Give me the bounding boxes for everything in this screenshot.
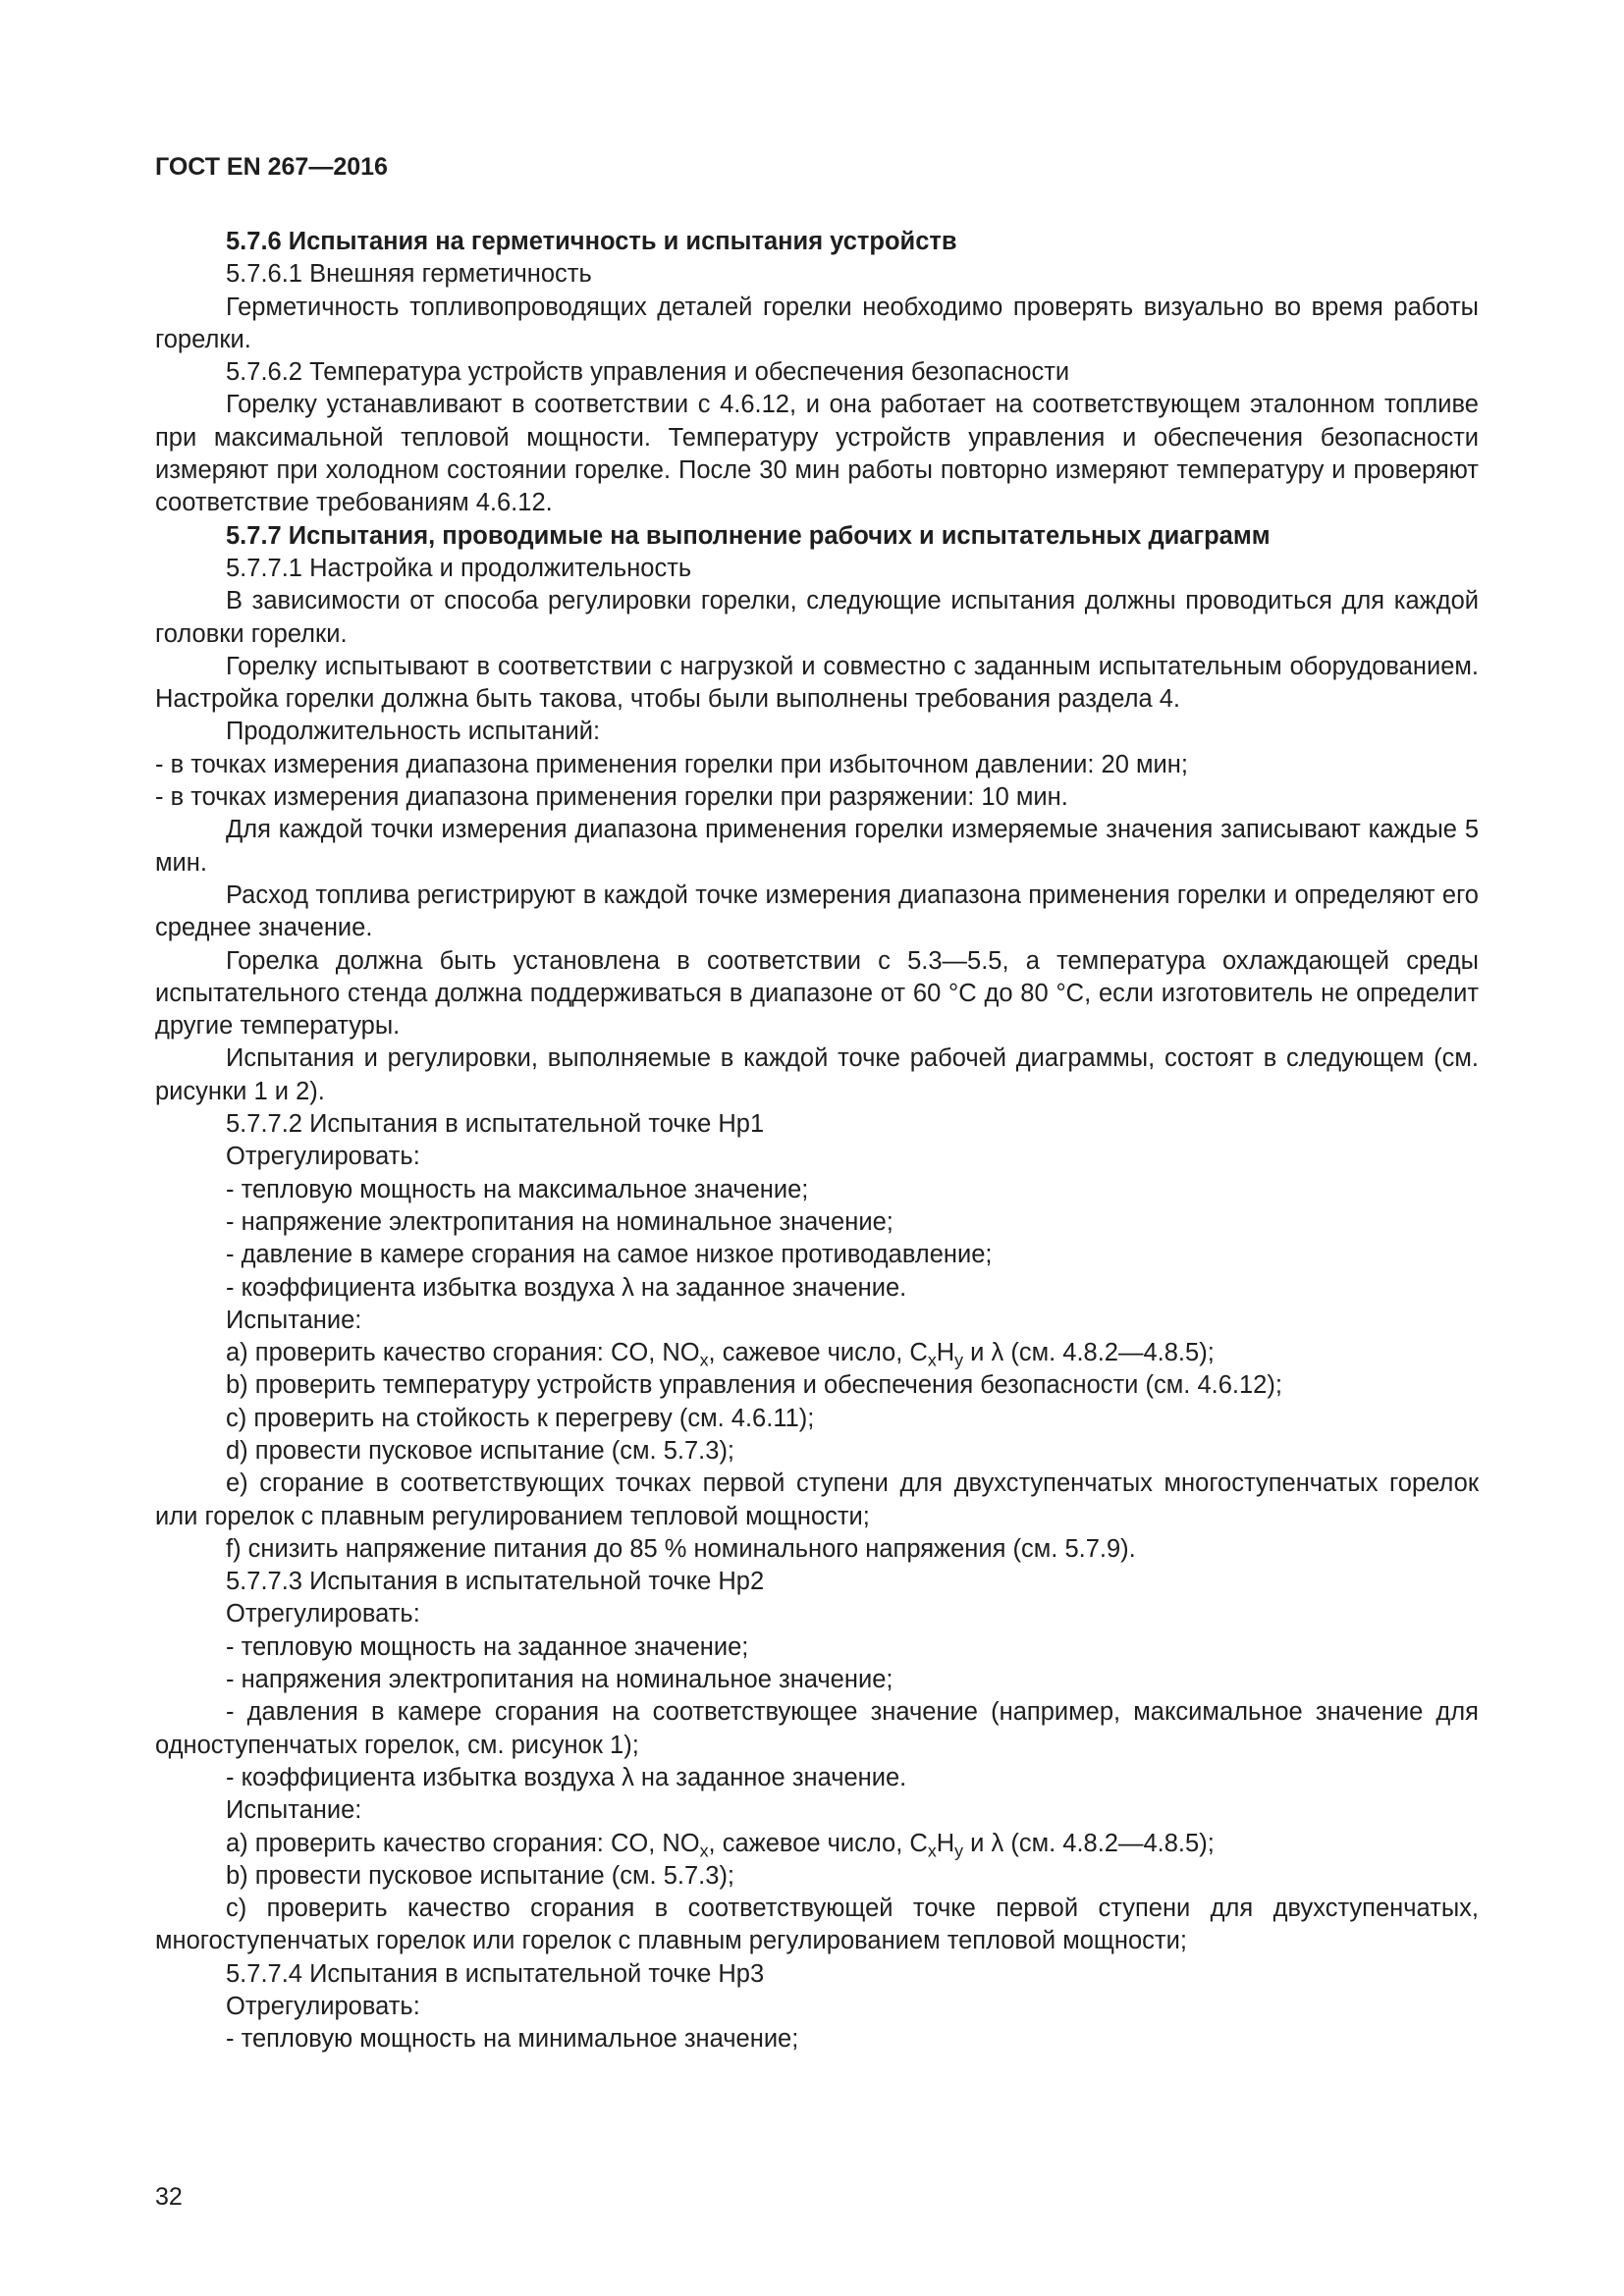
list-item: c) проверить качество сгорания в соответствующей точке первой ступени для двухступенчатых, многоступенчатых горелок или горелок с плавным регулированием тепловой мощности; <box>155 1895 1479 1955</box>
paragraph: В зависимости от способа регулировки горелки, следующие испытания должны проводиться для каждой головки горелки. <box>155 587 1479 648</box>
page-number: 32 <box>155 2183 183 2211</box>
test-label: Испытание: <box>226 1306 362 1334</box>
paragraph: Горелку устанавливают в соответствии с 4.6.12, и она работает на соответствующем эталонном топливе при максимальной тепловой мощности. Температуру устройств управления и обеспечения безопасности измеряют при холодном состоянии горелке. После 30 мин работы повторно измеряют температуру и проверяют соответствие требованиям 4.6.12. <box>155 391 1479 517</box>
section-heading-5-7-6: 5.7.6 Испытания на герметичность и испытания устройств <box>226 228 957 255</box>
page-header: ГОСТ EN 267—2016 <box>155 153 388 181</box>
list-item: b) проверить температуру устройств управления и обеспечения безопасности (см. 4.6.12); <box>226 1371 1282 1400</box>
subsection-5-7-7-4: 5.7.7.4 Испытания в испытательной точке Hp3 <box>226 1959 765 1988</box>
subsection-5-7-7-1: 5.7.7.1 Настройка и продолжительность <box>226 554 692 582</box>
list-item: - тепловую мощность на заданное значение; <box>226 1632 749 1661</box>
paragraph: Горелку испытывают в соответствии с нагрузкой и совместно с заданным испытательным оборудованием. Настройка горелки должна быть такова, чтобы были выполнены требования раздела 4. <box>155 652 1479 714</box>
adjust-label: Отрегулировать: <box>226 1600 420 1629</box>
list-item: - в точках измерения диапазона применения горелки при избыточном давлении: 20 мин; <box>155 750 1188 778</box>
adjust-label: Отрегулировать: <box>226 1993 420 2021</box>
adjust-label: Отрегулировать: <box>226 1143 420 1171</box>
subsection-5-7-6-2: 5.7.6.2 Температура устройств управления и обеспечения безопасности <box>226 358 1070 387</box>
subsection-5-7-7-3: 5.7.7.3 Испытания в испытательной точке Hp2 <box>226 1568 765 1596</box>
list-item: - тепловую мощность на максимальное значение; <box>226 1175 809 1203</box>
list-item: - давления в камере сгорания на соответствующее значение (например, максимальное значение для одноступенчатых горелок, см. рисунок 1); <box>155 1698 1479 1759</box>
paragraph: Продолжительность испытаний: <box>226 718 601 746</box>
list-item: f) снизить напряжение питания до 85 % номинального напряжения (см. 5.7.9). <box>226 1534 1136 1563</box>
paragraph: Расход топлива регистрируют в каждой точке измерения диапазона применения горелки и определяют его среднее значение. <box>155 881 1479 942</box>
section-heading-5-7-7: 5.7.7 Испытания, проводимые на выполнение рабочих и испытательных диаграмм <box>226 521 1271 550</box>
list-item: c) проверить на стойкость к перегреву (см. 4.6.11); <box>226 1404 815 1432</box>
paragraph: Для каждой точки измерения диапазона применения горелки измеряемые значения записывают каждые 5 мин. <box>155 816 1479 877</box>
list-item: - коэффициента избытка воздуха λ на заданное значение. <box>226 1763 907 1791</box>
list-item: - напряжения электропитания на номинальное значение; <box>226 1666 893 1694</box>
list-item: a) проверить качество сгорания: CO, $NO_x$, сажевое число, $C_xH_y$ и λ (см. 4.8.2—4.8.5); <box>226 1829 1215 1860</box>
list-item: a) проверить качество сгорания: CO, $NO_x$, сажевое число, $C_xH_y$ и λ (см. 4.8.2—4.8.5); <box>226 1339 1215 1370</box>
subsection-5-7-6-1: 5.7.6.1 Внешняя герметичность <box>226 260 592 289</box>
paragraph: Испытания и регулировки, выполняемые в каждой точке рабочей диаграммы, состоят в следующем (см. рисунки 1 и 2). <box>155 1044 1479 1105</box>
list-item: d) провести пусковое испытание (см. 5.7.3); <box>226 1436 735 1465</box>
list-item: b) провести пусковое испытание (см. 5.7.3); <box>226 1861 735 1890</box>
document-body <box>155 226 1479 2056</box>
list-item: - напряжение электропитания на номинальное значение; <box>226 1207 893 1236</box>
list-item: - в точках измерения диапазона применения горелки при разряжении: 10 мин. <box>155 783 1068 812</box>
list-item: - коэффициента избытка воздуха λ на заданное значение. <box>226 1273 907 1302</box>
list-item: - давление в камере сгорания на самое низкое противодавление; <box>226 1241 993 1269</box>
list-item: - тепловую мощность на минимальное значение; <box>226 2025 799 2054</box>
list-item: e) сгорание в соответствующих точках первой ступени для двухступенчатых многоступенчатых горелок или горелок с плавным регулированием тепловой мощности; <box>155 1469 1479 1530</box>
subsection-5-7-7-2: 5.7.7.2 Испытания в испытательной точке Hp1 <box>226 1110 765 1139</box>
paragraph: Горелка должна быть установлена в соответствии с 5.3—5.5, а температура охлаждающей среды испытательного стенда должна поддерживаться в диапазоне от 60 °C до 80 °C, если изготовитель не определит другие температуры. <box>155 946 1479 1041</box>
paragraph: Герметичность топливопроводящих деталей горелки необходимо проверять визуально во время работы горелки. <box>155 293 1479 353</box>
test-label: Испытание: <box>226 1796 362 1825</box>
